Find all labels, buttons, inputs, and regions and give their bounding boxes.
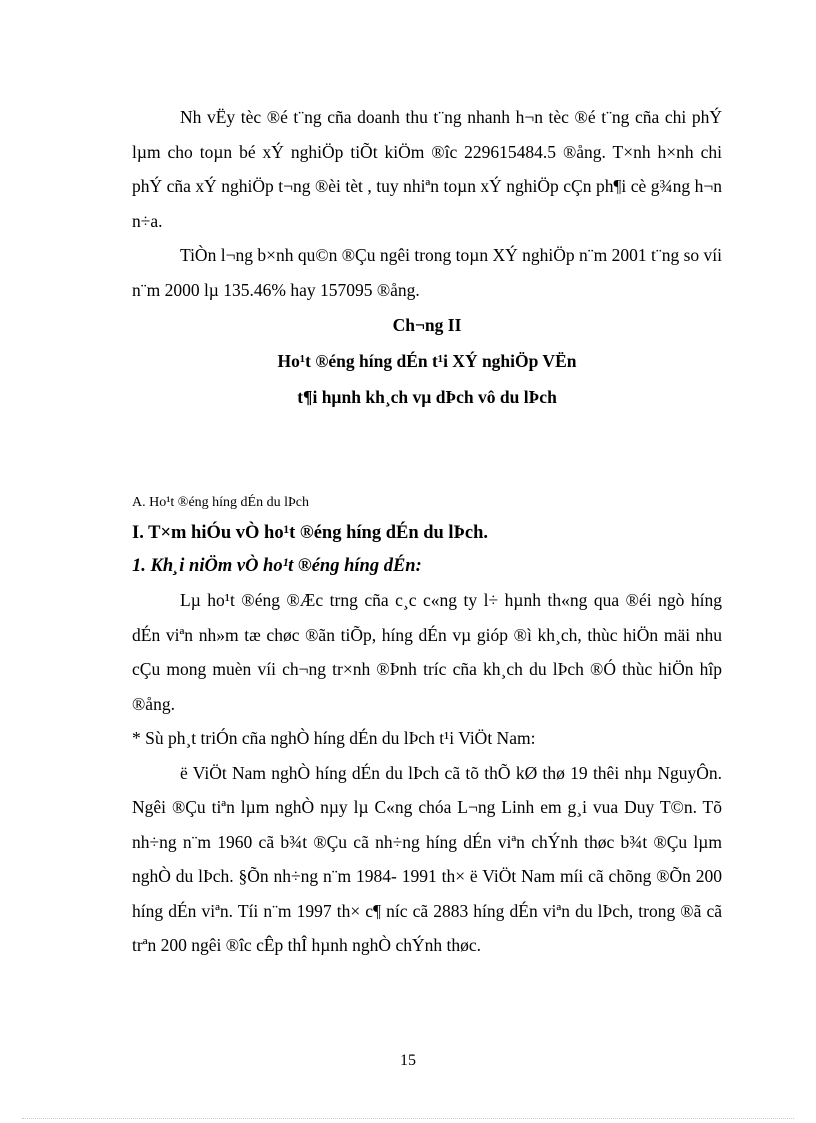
chapter-title-line-2: t¶i hµnh kh¸ch vµ dÞch vô du lÞch [297, 387, 557, 407]
paragraph-average-salary: TiÒn l¬ng b×nh qu©n ®Çu ngêi trong toµn XÝ nghiÖp n¨m 2001 t¨ng so víi n¨m 2000 lµ 135.46% hay 157095 ®ång. [132, 245, 722, 300]
chapter-title-line-1: Ho¹t ®éng híng dÉn t¹i XÝ nghiÖp VËn [277, 351, 577, 371]
section-i-heading: I. T×m hiÓu vÒ ho¹t ®éng híng dÉn du lÞch. [132, 523, 488, 543]
page-number: 15 [400, 1052, 416, 1069]
bullet-development: * Sù ph¸t triÓn cña nghÒ híng dÉn du lÞch t¹i ViÖt Nam: [132, 728, 536, 748]
paragraph-history: ë ViÖt Nam nghÒ híng dÉn du lÞch cã tõ thÕ kØ thø 19 thêi nhµ NguyÔn. Ngêi ®Çu tiªn lµm nghÒ nµy lµ C«ng chóa L¬ng Linh em g¸i vua Duy T©n. Tõ nh÷ng n¨m 1960 cã b¾t ®Çu cã nh÷ng híng dÉn viªn chÝnh thøc b¾t ®Çu lµm nghÒ du lÞch. §Õn nh÷ng n¨m 1984- 1991 th× ë ViÖt Nam míi cã chõng ®Õn 200 híng dÉn viªn. Tíi n¨m 1997 th× c¶ níc cã 2883 híng dÉn viªn du lÞch, trong ®ã cã trªn 200 ngêi ®îc cÊp thÎ hµnh nghÒ chÝnh thøc. [132, 762, 722, 955]
section-a-heading: A. Ho¹t ®éng híng dÉn du lÞch [132, 495, 309, 510]
paragraph-definition: Lµ ho¹t ®éng ®Æc trng cña c¸c c«ng ty l÷ hµnh th«ng qua ®éi ngò híng dÉn viªn nh»m tæ chøc ®ãn tiÕp, híng dÉn vµ gióp ®ì kh¸ch, thùc hiÖn mäi nhu cÇu mong muèn víi ch¬ng tr×nh ®Þnh tríc cña kh¸ch du lÞch ®Ó thùc hiÖn hîp ®ång. [132, 590, 722, 714]
page-content [132, 100, 722, 963]
subsection-1-heading: 1. Kh¸i niÖm vÒ ho¹t ®éng híng dÉn: [132, 556, 422, 576]
paragraph-cost-summary: Nh vËy tèc ®é t¨ng cña doanh thu t¨ng nhanh h¬n tèc ®é t¨ng cña chi phÝ lµm cho toµn bé xÝ nghiÖp tiÕt kiÖm ®îc 229615484.5 ®ång. T×nh h×nh chi phÝ cña xÝ nghiÖp t¬ng ®èi tèt , tuy nhiªn toµn xÝ nghiÖp cÇn ph¶i cè g¾ng h¬n n÷a. [132, 107, 722, 231]
chapter-label: Ch¬ng II [392, 315, 462, 335]
chapter-heading [132, 307, 722, 415]
page-bottom-divider [22, 1118, 794, 1119]
